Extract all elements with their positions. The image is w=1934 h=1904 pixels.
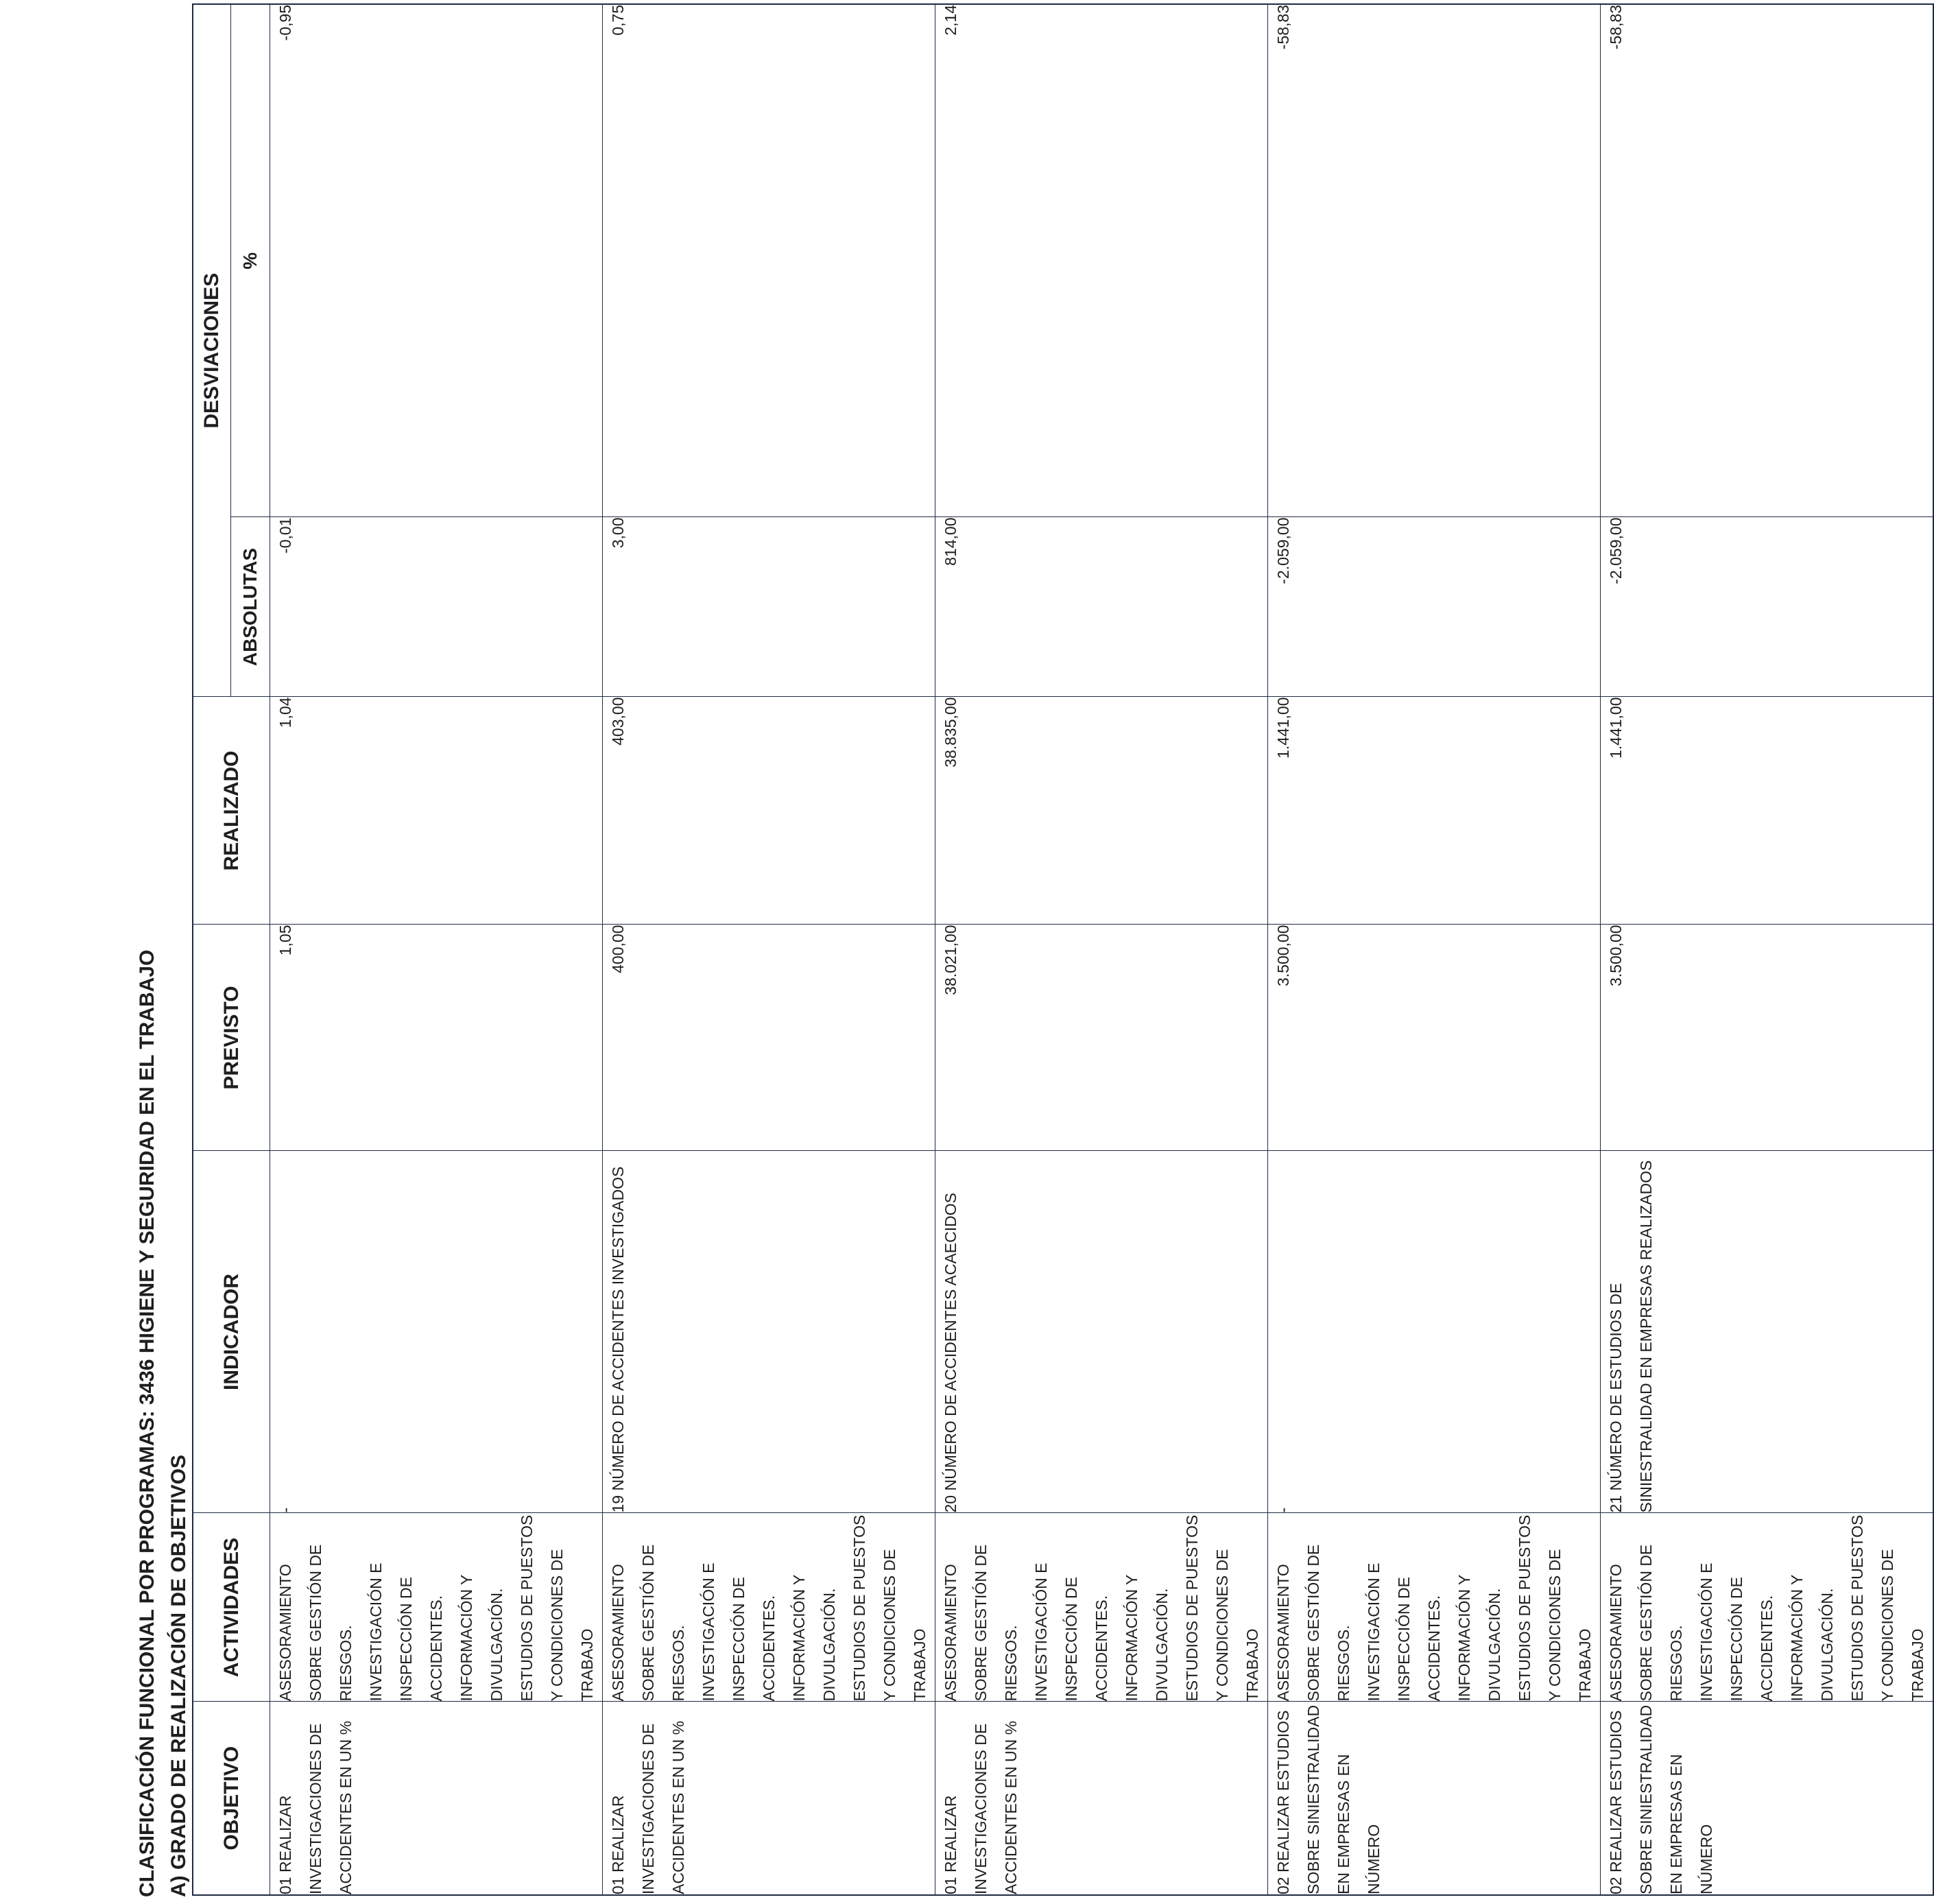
cell-objetivo: 01 REALIZAR INVESTIGACIONES DE ACCIDENTES EN UN %: [603, 1702, 935, 1895]
cell-objetivo: 01 REALIZAR INVESTIGACIONES DE ACCIDENTES EN UN %: [270, 1702, 603, 1895]
cell-previsto: 400,00: [603, 925, 935, 1151]
table-row: [1268, 4, 1601, 1895]
header-objetivo: OBJETIVO: [193, 1702, 270, 1895]
header-previsto: PREVISTO: [193, 925, 270, 1151]
cell-previsto: 3.500,00: [1601, 925, 1934, 1151]
cell-objetivo: 02 REALIZAR ESTUDIOS SOBRE SINIESTRALIDAD EN EMPRESAS EN NÚMERO: [1601, 1702, 1934, 1895]
table-row: [603, 4, 935, 1895]
cell-porcentaje: -0,95: [270, 4, 603, 517]
header-desviaciones: DESVIACIONES: [193, 4, 231, 697]
cell-indicador: 21 NÚMERO DE ESTUDIOS DE SINIESTRALIDAD EN EMPRESAS REALIZADOS: [1601, 1151, 1934, 1513]
cell-realizado: 1.441,00: [1268, 697, 1601, 925]
header-absolutas: ABSOLUTAS: [231, 517, 270, 697]
cell-realizado: 1,04: [270, 697, 603, 925]
cell-actividades: ASESORAMIENTO SOBRE GESTIÓN DE RIESGOS. INVESTIGACIÓN E INSPECCIÓN DE ACCIDENTES. INFORMACIÓN Y DIVULGACIÓN. ESTUDIOS DE PUESTOS Y CONDICIONES DE TRABAJO: [603, 1513, 935, 1702]
header-porcentaje: %: [231, 4, 270, 517]
cell-actividades: ASESORAMIENTO SOBRE GESTIÓN DE RIESGOS. INVESTIGACIÓN E INSPECCIÓN DE ACCIDENTES. INFORMACIÓN Y DIVULGACIÓN. ESTUDIOS DE PUESTOS Y CONDICIONES DE TRABAJO: [1601, 1513, 1934, 1702]
cell-previsto: 38.021,00: [935, 925, 1268, 1151]
cell-porcentaje: -58,83: [1268, 4, 1601, 517]
cell-absolutas: 3,00: [603, 517, 935, 697]
document-title: CLASIFICACIÓN FUNCIONAL POR PROGRAMAS: 3436 HIGIENE Y SEGURIDAD EN EL TRABAJO: [136, 949, 158, 1897]
cell-actividades: ASESORAMIENTO SOBRE GESTIÓN DE RIESGOS. INVESTIGACIÓN E INSPECCIÓN DE ACCIDENTES. INFORMACIÓN Y DIVULGACIÓN. ESTUDIOS DE PUESTOS Y CONDICIONES DE TRABAJO: [270, 1513, 603, 1702]
cell-indicador: 20 NÚMERO DE ACCIDENTES ACAECIDOS: [935, 1151, 1268, 1513]
cell-previsto: 1,05: [270, 925, 603, 1151]
cell-realizado: 403,00: [603, 697, 935, 925]
cell-realizado: 38.835,00: [935, 697, 1268, 925]
cell-absolutas: -2.059,00: [1268, 517, 1601, 697]
cell-porcentaje: 0,75: [603, 4, 935, 517]
cell-realizado: 1.441,00: [1601, 697, 1934, 925]
header-realizado: REALIZADO: [193, 697, 270, 925]
cell-absolutas: -2.059,00: [1601, 517, 1934, 697]
objectives-table: [192, 3, 1934, 1896]
table-body: [270, 4, 1934, 1895]
cell-indicador: -: [1268, 1151, 1601, 1513]
cell-indicador: 19 NÚMERO DE ACCIDENTES INVESTIGADOS: [603, 1151, 935, 1513]
cell-porcentaje: -58,83: [1601, 4, 1934, 517]
cell-objetivo: 02 REALIZAR ESTUDIOS SOBRE SINIESTRALIDAD EN EMPRESAS EN NÚMERO: [1268, 1702, 1601, 1895]
header-indicador: INDICADOR: [193, 1151, 270, 1513]
section-subtitle: A) GRADO DE REALIZACIÓN DE OBJETIVOS: [167, 1454, 190, 1897]
cell-indicador: -: [270, 1151, 603, 1513]
cell-absolutas: 814,00: [935, 517, 1268, 697]
table-row: [1601, 4, 1934, 1895]
cell-actividades: ASESORAMIENTO SOBRE GESTIÓN DE RIESGOS. INVESTIGACIÓN E INSPECCIÓN DE ACCIDENTES. INFORMACIÓN Y DIVULGACIÓN. ESTUDIOS DE PUESTOS Y CONDICIONES DE TRABAJO: [1268, 1513, 1601, 1702]
table-row: [270, 4, 603, 1895]
cell-porcentaje: 2,14: [935, 4, 1268, 517]
table-row: [935, 4, 1268, 1895]
cell-absolutas: -0,01: [270, 517, 603, 697]
cell-previsto: 3.500,00: [1268, 925, 1601, 1151]
cell-objetivo: 01 REALIZAR INVESTIGACIONES DE ACCIDENTES EN UN %: [935, 1702, 1268, 1895]
header-actividades: ACTIVIDADES: [193, 1513, 270, 1702]
cell-actividades: ASESORAMIENTO SOBRE GESTIÓN DE RIESGOS. INVESTIGACIÓN E INSPECCIÓN DE ACCIDENTES. INFORMACIÓN Y DIVULGACIÓN. ESTUDIOS DE PUESTOS Y CONDICIONES DE TRABAJO: [935, 1513, 1268, 1702]
